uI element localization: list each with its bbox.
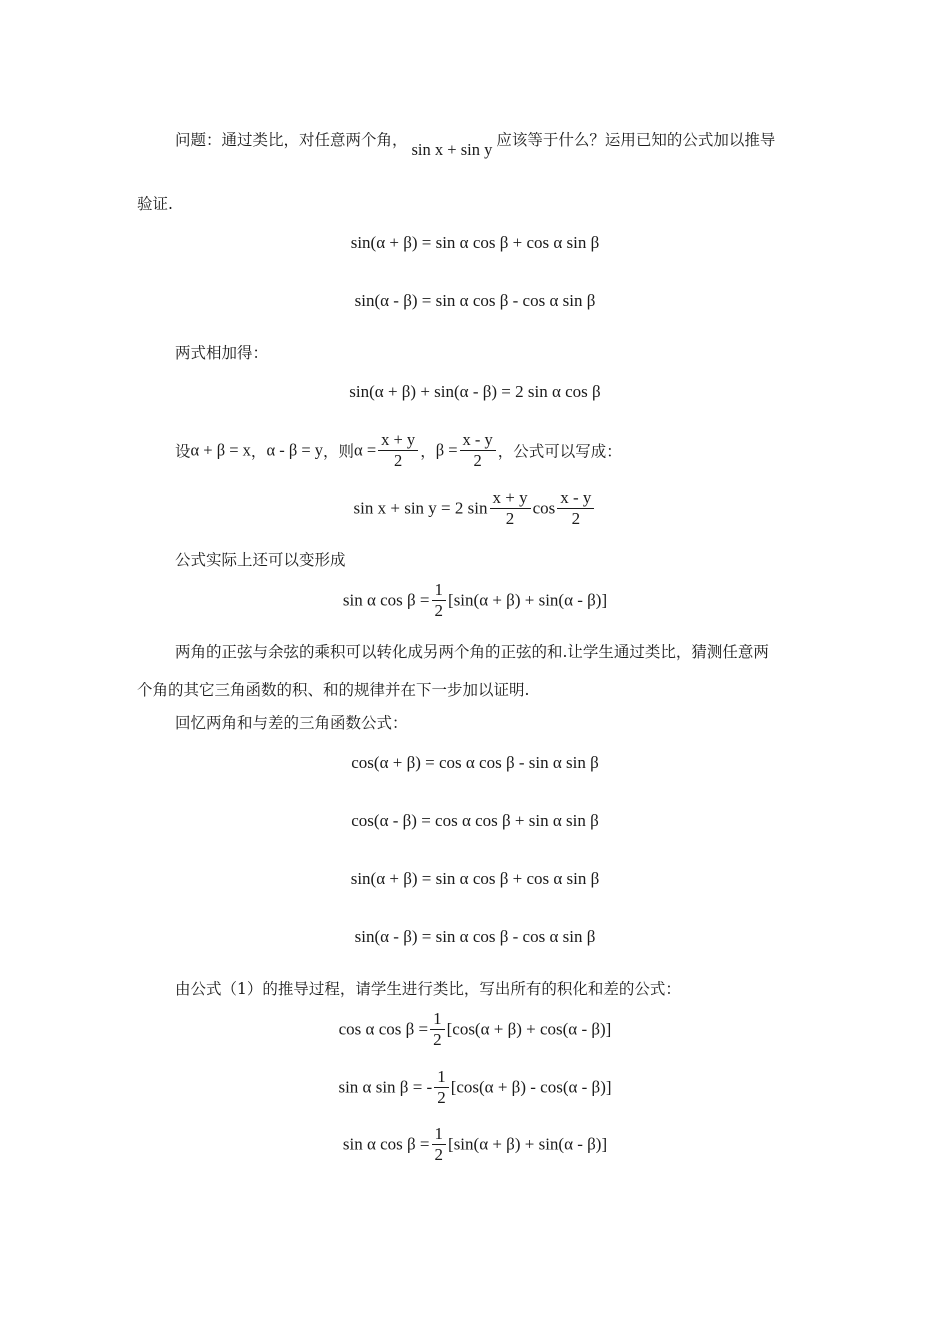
sin-cos-half-denominator: 2	[434, 1145, 444, 1164]
alpha-fraction-numerator: x + y	[378, 430, 418, 451]
alpha-equals: α =	[354, 440, 377, 460]
cos-cos-rhs: [cos(α + β) + cos(α - β)]	[446, 1019, 612, 1039]
cos-cos-half	[430, 1009, 445, 1050]
problem-paragraph	[175, 128, 776, 159]
sin-sin-half-numerator: 1	[434, 1067, 449, 1088]
cos-cos-half-denominator: 2	[433, 1030, 442, 1049]
sum-to-product-cos: cos	[532, 498, 556, 518]
sin-sin-rhs: [cos(α + β) - cos(α - β)]	[450, 1077, 612, 1097]
sin-sin-half-denominator: 2	[437, 1088, 446, 1107]
formula-product-to-sum-sincos	[0, 580, 950, 621]
formula-sum-to-product	[0, 488, 950, 529]
fraction-2-denominator: 2	[571, 509, 581, 528]
sum-to-product-fraction-1	[490, 488, 531, 529]
separator-1: ，	[250, 442, 267, 461]
substitution-line	[175, 430, 622, 471]
formula-cos-sum: cos(α + β) = cos α cos β - sin α sin β	[351, 753, 599, 772]
task-text: 由公式（1）的推导过程，请学生进行类比，写出所有的积化和差的公式：	[175, 980, 681, 998]
half-numerator: 1	[432, 580, 447, 601]
problem-text-end: 应该等于什么？运用已知的公式加以推导	[496, 131, 776, 149]
fraction-1-numerator: x + y	[490, 488, 531, 509]
formula-cos-difference: cos(α - β) = cos α cos β + sin α sin β	[351, 811, 599, 830]
sin-cos-half	[432, 1124, 447, 1165]
formula-product-sin-sin	[0, 1067, 950, 1108]
beta-fraction-denominator: 2	[473, 451, 482, 470]
sum-to-product-lhs: sin x + sin y = 2 sin	[353, 498, 488, 518]
problem-paragraph-continued: 验证.	[137, 195, 173, 213]
alpha-fraction	[378, 430, 418, 471]
cos-cos-half-numerator: 1	[430, 1009, 445, 1030]
formula-sin-difference: sin(α - β) = sin α cos β - cos α sin β	[354, 291, 596, 310]
explanation-line-1: 两角的正弦与余弦的乘积可以转化成另两个角的正弦的和.让学生通过类比，猜测任意两	[175, 643, 769, 661]
sum-to-product-fraction-2	[557, 488, 594, 529]
formula-product-sin-cos	[0, 1124, 950, 1165]
beta-equals: β =	[435, 440, 458, 460]
fraction-2-numerator: x - y	[557, 488, 594, 509]
product-lhs: sin α cos β =	[342, 590, 430, 610]
problem-inline-formula: sin x + sin y	[411, 140, 493, 159]
alpha-fraction-denominator: 2	[394, 451, 403, 470]
formula-sin-sum-2: sin(α + β) = sin α cos β + cos α sin β	[350, 869, 600, 888]
sin-sin-half	[434, 1067, 449, 1108]
explanation-line-2: 个角的其它三角函数的积、和的规律并在下一步加以证明.	[137, 681, 530, 699]
transform-text: 公式实际上还可以变形成	[175, 551, 346, 569]
fraction-1-denominator: 2	[505, 509, 515, 528]
formula-intro-text: ，公式可以写成：	[497, 442, 622, 461]
sin-cos-rhs: [sin(α + β) + sin(α - β)]	[448, 1134, 608, 1154]
sin-sin-lhs: sin α sin β = -	[338, 1077, 433, 1097]
cos-cos-lhs: cos α cos β =	[338, 1019, 429, 1039]
product-rhs: [sin(α + β) + sin(α - β)]	[448, 590, 608, 610]
recall-text: 回忆两角和与差的三角函数公式：	[175, 714, 408, 732]
half-fraction	[432, 580, 447, 621]
set-text: 设	[175, 442, 191, 461]
formula-sin-sum: sin(α + β) = sin α cos β + cos α sin β	[350, 233, 600, 252]
condition-x: α + β = x	[190, 440, 251, 460]
beta-fraction	[460, 430, 496, 471]
formula-sum-result: sin(α + β) + sin(α - β) = 2 sin α cos β	[349, 382, 601, 401]
separator-2: ，	[420, 442, 436, 461]
add-equations-text: 两式相加得：	[175, 344, 269, 362]
sin-cos-lhs: sin α cos β =	[342, 1134, 430, 1154]
formula-product-cos-cos	[0, 1009, 950, 1050]
then-text: ，则	[323, 442, 355, 461]
condition-y: α - β = y	[266, 440, 324, 460]
half-denominator: 2	[434, 601, 444, 620]
formula-sin-difference-2: sin(α - β) = sin α cos β - cos α sin β	[354, 927, 596, 946]
problem-text-start: 问题：通过类比，对任意两个角，	[175, 131, 408, 149]
sin-cos-half-numerator: 1	[432, 1124, 447, 1145]
beta-fraction-numerator: x - y	[460, 430, 496, 451]
